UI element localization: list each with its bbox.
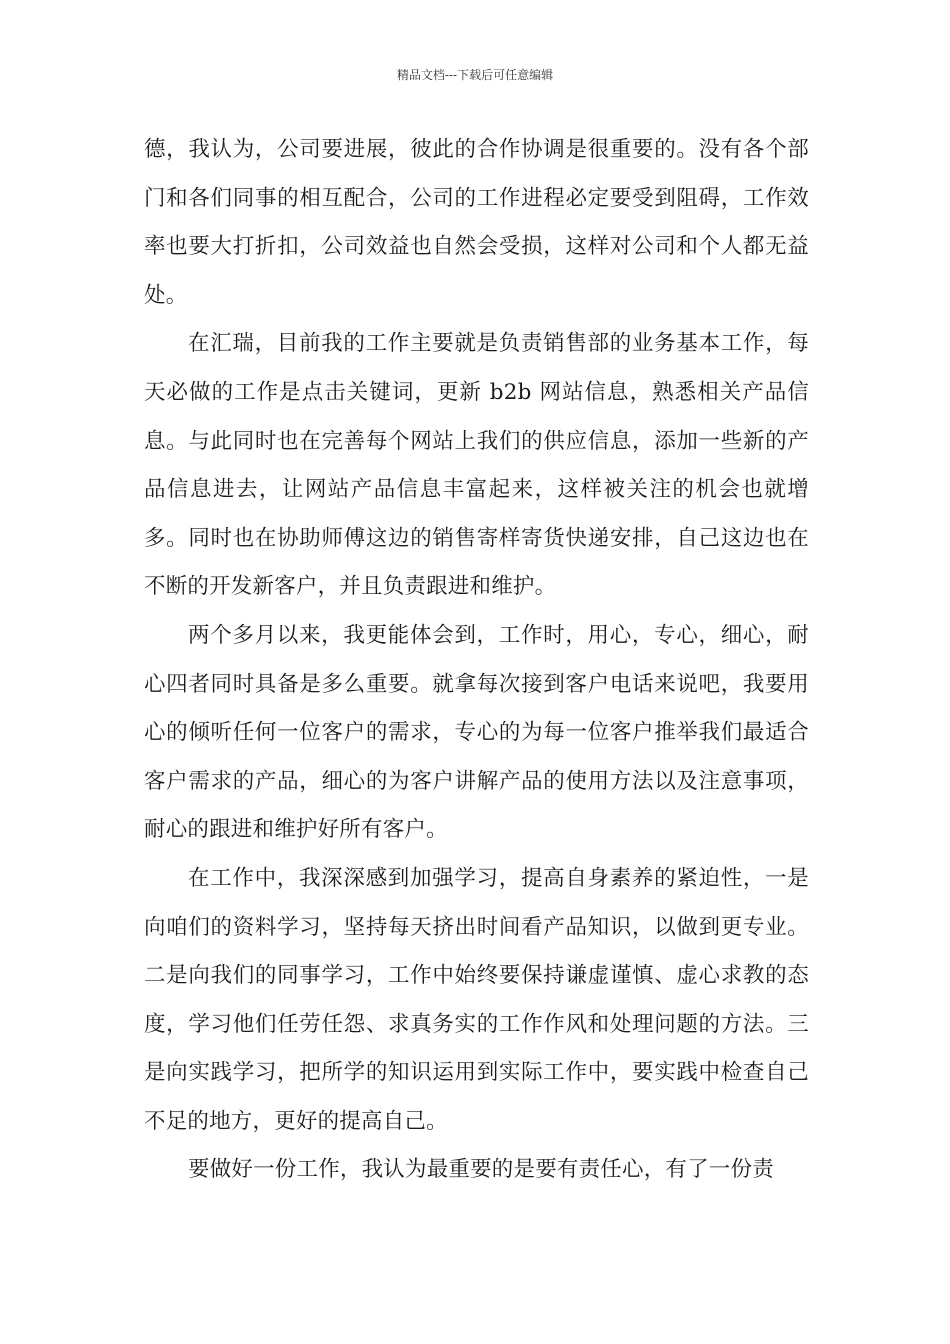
paragraph-1: 德，我认为，公司要进展，彼此的合作协调是很重要的。没有各个部门和各们同事的相互配合，公司的工作进程必定要受到阻碍，工作效率也要大打折扣，公司效益也自然会受损，这样对公司和个人都无益处。	[144, 137, 809, 308]
document-body	[144, 126, 809, 1195]
paragraph-4: 在工作中，我深深感到加强学习，提高自身素养的紧迫性，一是向咱们的资料学习，坚持每天挤出时间看产品知识，以做到更专业。二是向我们的同事学习，工作中始终要保持谦虚谨慎、虚心求教的态度，学习他们任劳任怨、求真务实的工作作风和处理问题的方法。三是向实践学习，把所学的知识运用到实际工作中，要实践中检查自己不足的地方，更好的提高自己。	[144, 865, 809, 1134]
paragraph-5: 要做好一份工作，我认为最重要的是要有责任心，有了一份责	[188, 1157, 774, 1183]
page-header: 精品文档---下载后可任意编辑	[396, 68, 554, 82]
paragraph-3: 两个多月以来，我更能体会到，工作时，用心，专心，细心，耐心四者同时具备是多么重要。就拿每次接到客户电话来说吧，我要用心的倾听任何一位客户的需求，专心的为每一位客户推举我们最适合客户需求的产品，细心的为客户讲解产品的使用方法以及注意事项，耐心的跟进和维护好所有客户。	[144, 622, 809, 843]
paragraph-2: 在汇瑞，目前我的工作主要就是负责销售部的业务基本工作，每天必做的工作是点击关键词，更新 b2b 网站信息，熟悉相关产品信息。与此同时也在完善每个网站上我们的供应信息，添加一些新的产品信息进去，让网站产品信息丰富起来，这样被关注的机会也就增多。同时也在协助师傅这边的销售寄样寄货快递安排，自己这边也在不断的开发新客户，并且负责跟进和维护。	[144, 331, 809, 600]
